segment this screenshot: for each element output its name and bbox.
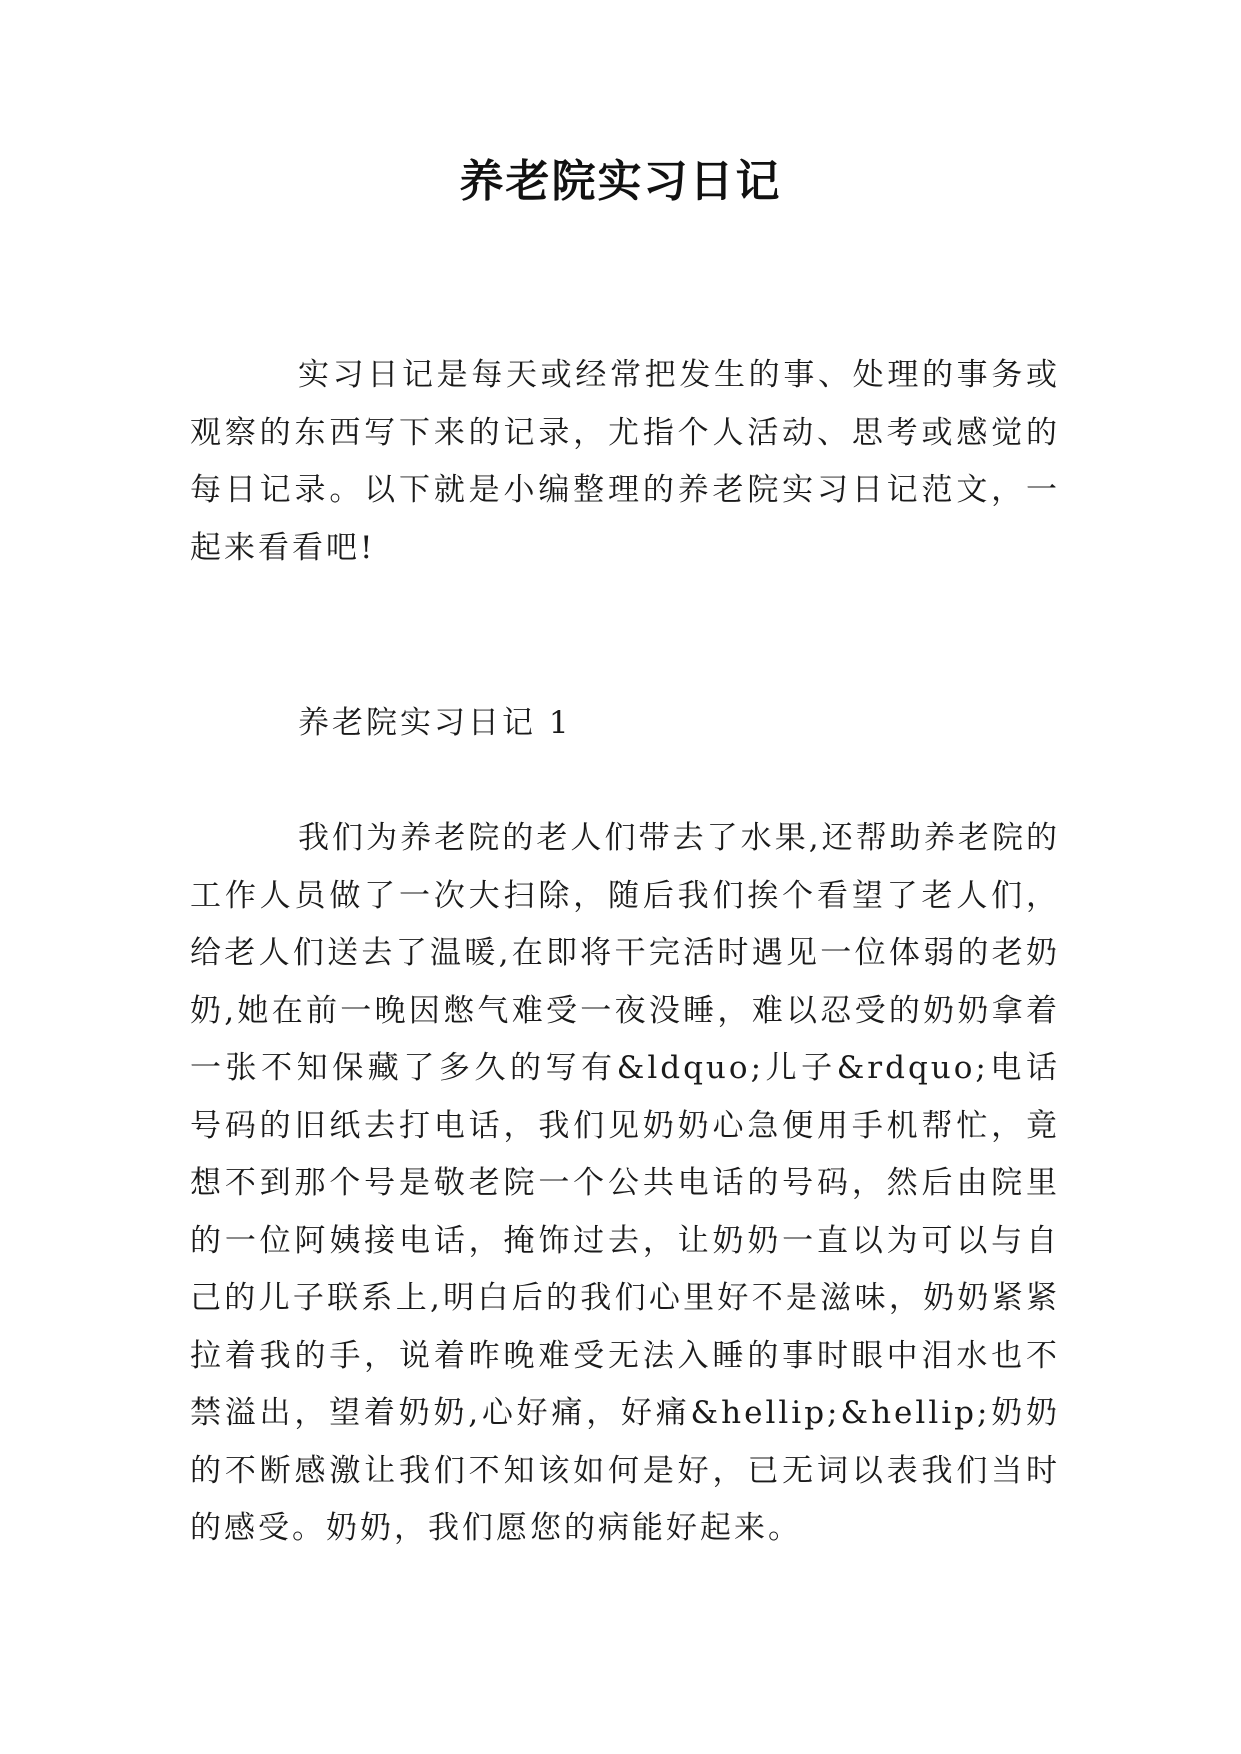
section-heading: 养老院实习日记 1 <box>298 705 572 741</box>
intro-paragraph: 实习日记是每天或经常把发生的事、处理的事务或观察的东西写下来的记录，尤指个人活动、思考或感觉的每日记录。以下就是小编整理的养老院实习日记范文，一起来看看吧! <box>190 357 1060 566</box>
section-body-paragraph: 我们为养老院的老人们带去了水果,还帮助养老院的工作人员做了一次大扫除，随后我们挨个看望了老人们，给老人们送去了温暖,在即将干完活时遇见一位体弱的老奶奶,她在前一晚因憋气难受一夜没睡，难以忍受的奶奶拿着一张不知保藏了多久的写有&ldquo;儿子&rdquo;电话号码的旧纸去打电话，我们见奶奶心急便用手机帮忙，竟想不到那个号是敬老院一个公共电话的号码，然后由院里的一位阿姨接电话，掩饰过去，让奶奶一直以为可以与自己的儿子联系上,明白后的我们心里好不是滋味，奶奶紧紧拉着我的手，说着昨晚难受无法入睡的事时眼中泪水也不禁溢出，望着奶奶,心好痛，好痛&hellip;&hellip;奶奶的不断感激让我们不知该如何是好，已无词以表我们当时的感受。奶奶，我们愿您的病能好起来。 <box>190 820 1060 1546</box>
document-title: 养老院实习日记 <box>459 156 782 207</box>
